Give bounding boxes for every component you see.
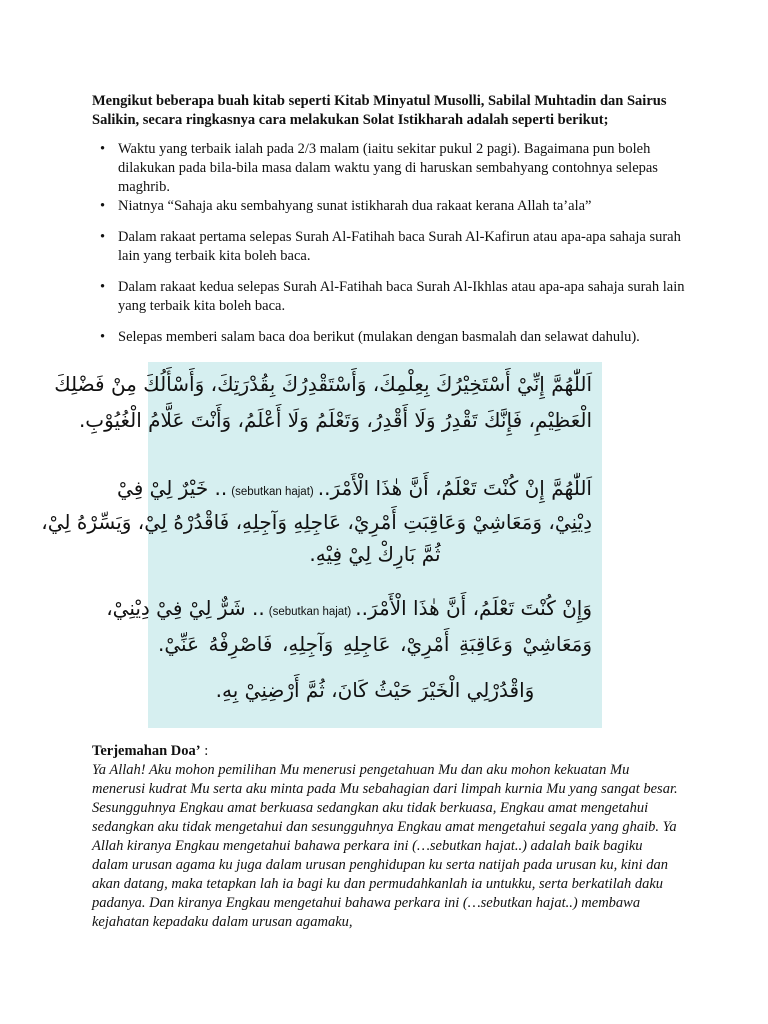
- translation-text: Ya Allah! Aku mohon pemilihan Mu menerusi pengetahuan Mu dan aku mohon kekuatan Mu menerusi kudrat Mu serta aku minta pada Mu sebahagian dari limpah kurnia Mu yang sangat besar. Sesungguhnya Engkau amat berkuasa sedangkan aku tidak berkuasa, Engkau amat mengetahui sedangkan aku tidak mengetahui dan sesungguhnya Engkau amat mengetahui segala yang ghaib. Ya Allah kiranya Engkau mengetahui bahawa perkara ini (…sebutkan hajat..) adalah baik bagiku dalam urusan agama ku juga dalam urusan penghidupan ku serta natijah pada urusan ku, kini dan akan datang, maka tetapkan lah ia bagi ku dan permudahkanlah ia untukku, serta berkatilah daku padanya. Dan kiranya Engkau mengetahui bahawa perkara ini (…sebutkan hajat..) membawa kejahatan kepadaku dalam urusan agamaku,: [92, 762, 678, 930]
- list-item: [92, 197, 692, 216]
- bullet-icon: •: [100, 329, 106, 345]
- translation-colon: :: [200, 743, 209, 759]
- list-item: [92, 328, 692, 347]
- doa-phrase: .. خَيْرٌ لِيْ فِيْ: [117, 476, 228, 500]
- doa-phrase: وَإِنْ كُنْتَ تَعْلَمُ، أَنَّ هٰذَا الْأَمْرَ..: [355, 596, 592, 620]
- doa-line: وَاقْدُرْلِي الْخَيْرَ حَيْثُ كَانَ، ثُمَّ أَرْضِنِيْ بِهِ.: [215, 678, 535, 702]
- hajat-placeholder: (sebutkan hajat): [268, 606, 352, 618]
- doa-line: الْعَظِيْمِ، فَإِنَّكَ تَقْدِرُ وَلَا أَقْدِرُ، وَتَعْلَمُ وَلَا أَعْلَمُ، وَأَنْتَ عَلَّامُ الْغُيُوْبِ.: [78, 408, 592, 432]
- intro-paragraph: Mengikut beberapa buah kitab seperti Kitab Minyatul Musolli, Sabilal Muhtadin dan Sairus Salikin, secara ringkasnya cara melakukan Solat Istikharah adalah seperti berikut;: [92, 93, 667, 128]
- list-item-text: Niatnya “Sahaja aku sembahyang sunat istikharah dua rakaat kerana Allah ta’ala”: [118, 198, 592, 214]
- doa-line: وَمَعَاشِيْ وَعَاقِبَةِ أَمْرِيْ، عَاجِلِهِ وَآجِلِهِ، فَاصْرِفْهُ عَنِّيْ.: [158, 632, 592, 656]
- list-item-text: Selepas memberi salam baca doa berikut (mulakan dengan basmalah dan selawat dahulu).: [118, 329, 640, 345]
- list-item: [92, 228, 692, 266]
- bullet-icon: •: [100, 198, 106, 214]
- list-item-text: Dalam rakaat pertama selepas Surah Al-Fatihah baca Surah Al-Kafirun atau apa-apa sahaja surah lain yang terbaik kita boleh baca.: [118, 229, 681, 264]
- doa-line: دِيْنِيْ، وَمَعَاشِيْ وَعَاقِبَتِ أَمْرِيْ، عَاجِلِهِ وَآجِلِهِ، فَاقْدُرْهُ لِيْ، وَيَسِّرْهُ لِيْ،: [41, 510, 592, 534]
- doa-phrase: اَللّٰهُمَّ إِنْ كُنْتَ تَعْلَمُ، أَنَّ هٰذَا الْأَمْرَ..: [317, 476, 592, 500]
- doa-line: [106, 594, 592, 626]
- doa-line: ثُمَّ بَارِكْ لِيْ فِيْهِ.: [309, 542, 441, 566]
- list-item: [92, 278, 692, 316]
- doa-line: [117, 474, 592, 506]
- translation-section: [92, 742, 682, 932]
- bullet-icon: •: [100, 279, 106, 295]
- doa-phrase: .. شَرٌّ لِيْ فِيْ دِيْنِيْ،: [106, 596, 265, 620]
- translation-title: Terjemahan Doa’: [92, 743, 201, 759]
- bullet-icon: •: [100, 229, 106, 245]
- list-item: [92, 140, 692, 197]
- document-body: [92, 92, 692, 354]
- doa-line: اَللّٰهُمَّ إِنِّيْ أَسْتَخِيْرُكَ بِعِلْمِكَ، وَأَسْتَقْدِرُكَ بِقُدْرَتِكَ، وَأَسْأَلُكَ مِنْ فَضْلِكَ: [54, 372, 592, 396]
- hajat-placeholder: (sebutkan hajat): [231, 486, 314, 498]
- list-item-text: Dalam rakaat kedua selepas Surah Al-Fatihah baca Surah Al-Ikhlas atau apa-apa sahaja surah lain yang terbaik kita boleh baca.: [118, 279, 685, 314]
- bullet-icon: •: [100, 141, 106, 157]
- doa-image: [41, 362, 602, 728]
- translation-heading: [92, 742, 682, 761]
- steps-list: [92, 140, 692, 347]
- list-item-text: Waktu yang terbaik ialah pada 2/3 malam (iaitu sekitar pukul 2 pagi). Bagaimana pun boleh dilakukan pada bila-bila masa dalam waktu yang di haruskan sembahyang contohnya selepas maghrib.: [118, 141, 658, 195]
